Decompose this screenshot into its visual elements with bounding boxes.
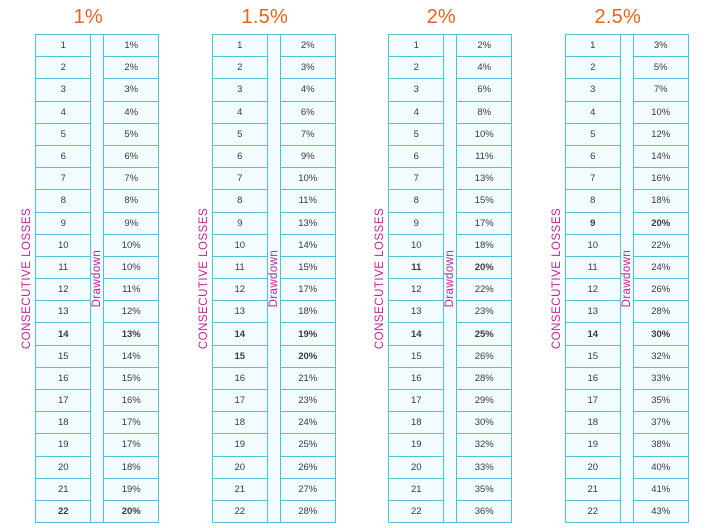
loss-count-cell: 5 [389,123,444,145]
loss-count-cell: 2 [565,57,620,79]
table-row [389,35,512,57]
drawdown-value-cell: 4% [104,101,159,123]
drawdown-value-cell: 19% [280,323,335,345]
drawdown-value-cell: 11% [104,279,159,301]
drawdown-value-cell: 14% [104,345,159,367]
drawdown-value-cell: 1% [104,35,159,57]
loss-count-cell: 17 [212,390,267,412]
drawdown-value-cell: 30% [633,323,688,345]
drawdown-value-cell: 10% [104,256,159,278]
drawdown-value-cell: 4% [457,57,512,79]
drawdown-value-cell: 23% [280,390,335,412]
drawdown-table [35,34,159,523]
drawdown-column-header [620,35,633,523]
drawdown-value-cell: 32% [633,345,688,367]
loss-count-cell: 13 [36,301,91,323]
drawdown-value-cell: 18% [104,456,159,478]
loss-count-cell: 3 [389,79,444,101]
panel-body [370,34,512,523]
drawdown-value-cell: 10% [104,234,159,256]
loss-count-cell: 22 [36,500,91,522]
drawdown-value-cell: 15% [457,190,512,212]
loss-count-cell: 18 [389,412,444,434]
loss-count-cell: 5 [212,123,267,145]
drawdown-value-cell: 16% [104,390,159,412]
drawdown-value-cell: 13% [280,212,335,234]
drawdown-table [388,34,512,523]
loss-count-cell: 13 [212,301,267,323]
loss-count-cell: 5 [36,123,91,145]
drawdown-value-cell: 40% [633,456,688,478]
loss-count-cell: 1 [36,35,91,57]
drawdown-value-cell: 11% [280,190,335,212]
loss-count-cell: 1 [565,35,620,57]
drawdown-value-cell: 10% [280,168,335,190]
loss-count-cell: 19 [565,434,620,456]
loss-count-cell: 9 [565,212,620,234]
drawdown-value-cell: 28% [457,367,512,389]
consecutive-losses-axis-label: CONSECUTIVE LOSSES [550,207,563,350]
drawdown-value-cell: 2% [280,35,335,57]
loss-count-cell: 7 [36,168,91,190]
consecutive-losses-axis-label: CONSECUTIVE LOSSES [21,207,34,350]
drawdown-value-cell: 10% [633,101,688,123]
loss-count-cell: 14 [389,323,444,345]
drawdown-panel [353,6,530,528]
drawdown-column-header-label: Drawdown [91,249,104,308]
loss-count-cell: 21 [212,478,267,500]
drawdown-value-cell: 7% [280,123,335,145]
loss-count-cell: 14 [36,323,91,345]
loss-count-cell: 17 [36,390,91,412]
loss-count-cell: 9 [389,212,444,234]
drawdown-value-cell: 14% [633,145,688,167]
loss-count-cell: 9 [212,212,267,234]
drawdown-value-cell: 3% [104,79,159,101]
drawdown-value-cell: 28% [280,500,335,522]
loss-count-cell: 11 [212,256,267,278]
loss-count-cell: 17 [565,390,620,412]
drawdown-value-cell: 5% [633,57,688,79]
drawdown-value-cell: 9% [280,145,335,167]
drawdown-value-cell: 22% [633,234,688,256]
loss-count-cell: 2 [36,57,91,79]
drawdown-column-header-label: Drawdown [444,249,457,308]
loss-count-cell: 12 [36,279,91,301]
drawdown-value-cell: 23% [457,301,512,323]
drawdown-value-cell: 12% [633,123,688,145]
loss-count-cell: 16 [389,367,444,389]
drawdown-value-cell: 20% [457,256,512,278]
drawdown-value-cell: 15% [104,367,159,389]
loss-count-cell: 15 [212,345,267,367]
panel-title: 1% [73,6,103,28]
loss-count-cell: 19 [389,434,444,456]
loss-count-cell: 12 [389,279,444,301]
drawdown-value-cell: 26% [280,456,335,478]
drawdown-value-cell: 13% [457,168,512,190]
loss-count-cell: 19 [36,434,91,456]
drawdown-column-header [267,35,280,523]
loss-count-cell: 18 [36,412,91,434]
drawdown-column-header [444,35,457,523]
loss-count-cell: 18 [212,412,267,434]
drawdown-value-cell: 20% [280,345,335,367]
loss-count-cell: 8 [36,190,91,212]
drawdown-value-cell: 8% [104,190,159,212]
drawdown-value-cell: 17% [280,279,335,301]
drawdown-value-cell: 17% [457,212,512,234]
loss-count-cell: 3 [212,79,267,101]
drawdown-value-cell: 35% [633,390,688,412]
drawdown-value-cell: 10% [457,123,512,145]
drawdown-value-cell: 43% [633,500,688,522]
loss-count-cell: 6 [389,145,444,167]
loss-count-cell: 18 [565,412,620,434]
drawdown-value-cell: 20% [104,500,159,522]
loss-count-cell: 11 [36,256,91,278]
drawdown-value-cell: 6% [280,101,335,123]
drawdown-value-cell: 26% [633,279,688,301]
table-row [36,35,159,57]
loss-count-cell: 14 [565,323,620,345]
loss-count-cell: 11 [389,256,444,278]
loss-count-cell: 22 [565,500,620,522]
drawdown-value-cell: 24% [280,412,335,434]
loss-count-cell: 16 [36,367,91,389]
loss-count-cell: 4 [389,101,444,123]
drawdown-value-cell: 19% [104,478,159,500]
loss-count-cell: 17 [389,390,444,412]
drawdown-value-cell: 41% [633,478,688,500]
loss-count-cell: 1 [389,35,444,57]
drawdown-panel [530,6,706,528]
drawdown-value-cell: 33% [457,456,512,478]
loss-count-cell: 2 [389,57,444,79]
drawdown-table [212,34,336,523]
drawdown-value-cell: 9% [104,212,159,234]
panel-body [194,34,336,523]
loss-count-cell: 1 [212,35,267,57]
loss-count-cell: 21 [389,478,444,500]
loss-count-cell: 14 [212,323,267,345]
loss-count-cell: 10 [389,234,444,256]
drawdown-value-cell: 38% [633,434,688,456]
drawdown-value-cell: 16% [633,168,688,190]
drawdown-value-cell: 28% [633,301,688,323]
loss-count-cell: 8 [565,190,620,212]
loss-count-cell: 6 [36,145,91,167]
panel-title: 1.5% [241,6,288,28]
loss-count-cell: 7 [389,168,444,190]
loss-count-cell: 15 [565,345,620,367]
drawdown-panel [0,6,177,528]
loss-count-cell: 22 [389,500,444,522]
loss-count-cell: 3 [36,79,91,101]
loss-count-cell: 21 [36,478,91,500]
loss-count-cell: 11 [565,256,620,278]
loss-count-cell: 5 [565,123,620,145]
loss-count-cell: 7 [565,168,620,190]
drawdown-value-cell: 13% [104,323,159,345]
loss-count-cell: 20 [212,456,267,478]
drawdown-value-cell: 37% [633,412,688,434]
drawdown-value-cell: 4% [280,79,335,101]
loss-count-cell: 16 [212,367,267,389]
drawdown-value-cell: 25% [280,434,335,456]
drawdown-value-cell: 36% [457,500,512,522]
drawdown-value-cell: 11% [457,145,512,167]
loss-count-cell: 13 [389,301,444,323]
loss-count-cell: 7 [212,168,267,190]
drawdown-column-header-label: Drawdown [267,249,280,308]
drawdown-value-cell: 14% [280,234,335,256]
loss-count-cell: 20 [565,456,620,478]
loss-count-cell: 15 [389,345,444,367]
loss-count-cell: 12 [565,279,620,301]
drawdown-value-cell: 32% [457,434,512,456]
drawdown-value-cell: 18% [280,301,335,323]
loss-count-cell: 4 [212,101,267,123]
loss-count-cell: 10 [565,234,620,256]
drawdown-value-cell: 3% [633,35,688,57]
panel-title: 2% [426,6,456,28]
loss-count-cell: 10 [212,234,267,256]
loss-count-cell: 22 [212,500,267,522]
loss-count-cell: 4 [565,101,620,123]
loss-count-cell: 10 [36,234,91,256]
drawdown-column-header-label: Drawdown [620,249,633,308]
loss-count-cell: 3 [565,79,620,101]
drawdown-value-cell: 7% [104,168,159,190]
drawdown-value-cell: 6% [457,79,512,101]
loss-count-cell: 20 [36,456,91,478]
loss-count-cell: 4 [36,101,91,123]
loss-count-cell: 2 [212,57,267,79]
table-row [565,35,688,57]
drawdown-value-cell: 18% [633,190,688,212]
drawdown-value-cell: 8% [457,101,512,123]
loss-count-cell: 9 [36,212,91,234]
drawdown-value-cell: 26% [457,345,512,367]
drawdown-value-cell: 21% [280,367,335,389]
drawdown-value-cell: 22% [457,279,512,301]
drawdown-value-cell: 29% [457,390,512,412]
drawdown-value-cell: 5% [104,123,159,145]
loss-count-cell: 21 [565,478,620,500]
drawdown-value-cell: 3% [280,57,335,79]
consecutive-losses-axis-label: CONSECUTIVE LOSSES [374,207,387,350]
drawdown-value-cell: 30% [457,412,512,434]
panel-body [17,34,159,523]
drawdown-value-cell: 35% [457,478,512,500]
drawdown-value-cell: 2% [104,57,159,79]
drawdown-value-cell: 15% [280,256,335,278]
loss-count-cell: 8 [212,190,267,212]
loss-count-cell: 12 [212,279,267,301]
drawdown-value-cell: 6% [104,145,159,167]
drawdown-value-cell: 12% [104,301,159,323]
loss-count-cell: 15 [36,345,91,367]
loss-count-cell: 16 [565,367,620,389]
loss-count-cell: 13 [565,301,620,323]
drawdown-value-cell: 24% [633,256,688,278]
drawdown-value-cell: 27% [280,478,335,500]
drawdown-value-cell: 7% [633,79,688,101]
drawdown-value-cell: 20% [633,212,688,234]
loss-count-cell: 6 [212,145,267,167]
panel-body [547,34,689,523]
drawdown-value-cell: 17% [104,412,159,434]
loss-count-cell: 19 [212,434,267,456]
loss-count-cell: 6 [565,145,620,167]
loss-count-cell: 8 [389,190,444,212]
drawdown-value-cell: 17% [104,434,159,456]
drawdown-value-cell: 33% [633,367,688,389]
drawdown-value-cell: 25% [457,323,512,345]
table-row [212,35,335,57]
panel-title: 2.5% [594,6,641,28]
drawdown-panel [177,6,354,528]
drawdown-value-cell: 2% [457,35,512,57]
drawdown-column-header [91,35,104,523]
drawdown-table [565,34,689,523]
drawdown-value-cell: 18% [457,234,512,256]
consecutive-losses-axis-label: CONSECUTIVE LOSSES [197,207,210,350]
loss-count-cell: 20 [389,456,444,478]
